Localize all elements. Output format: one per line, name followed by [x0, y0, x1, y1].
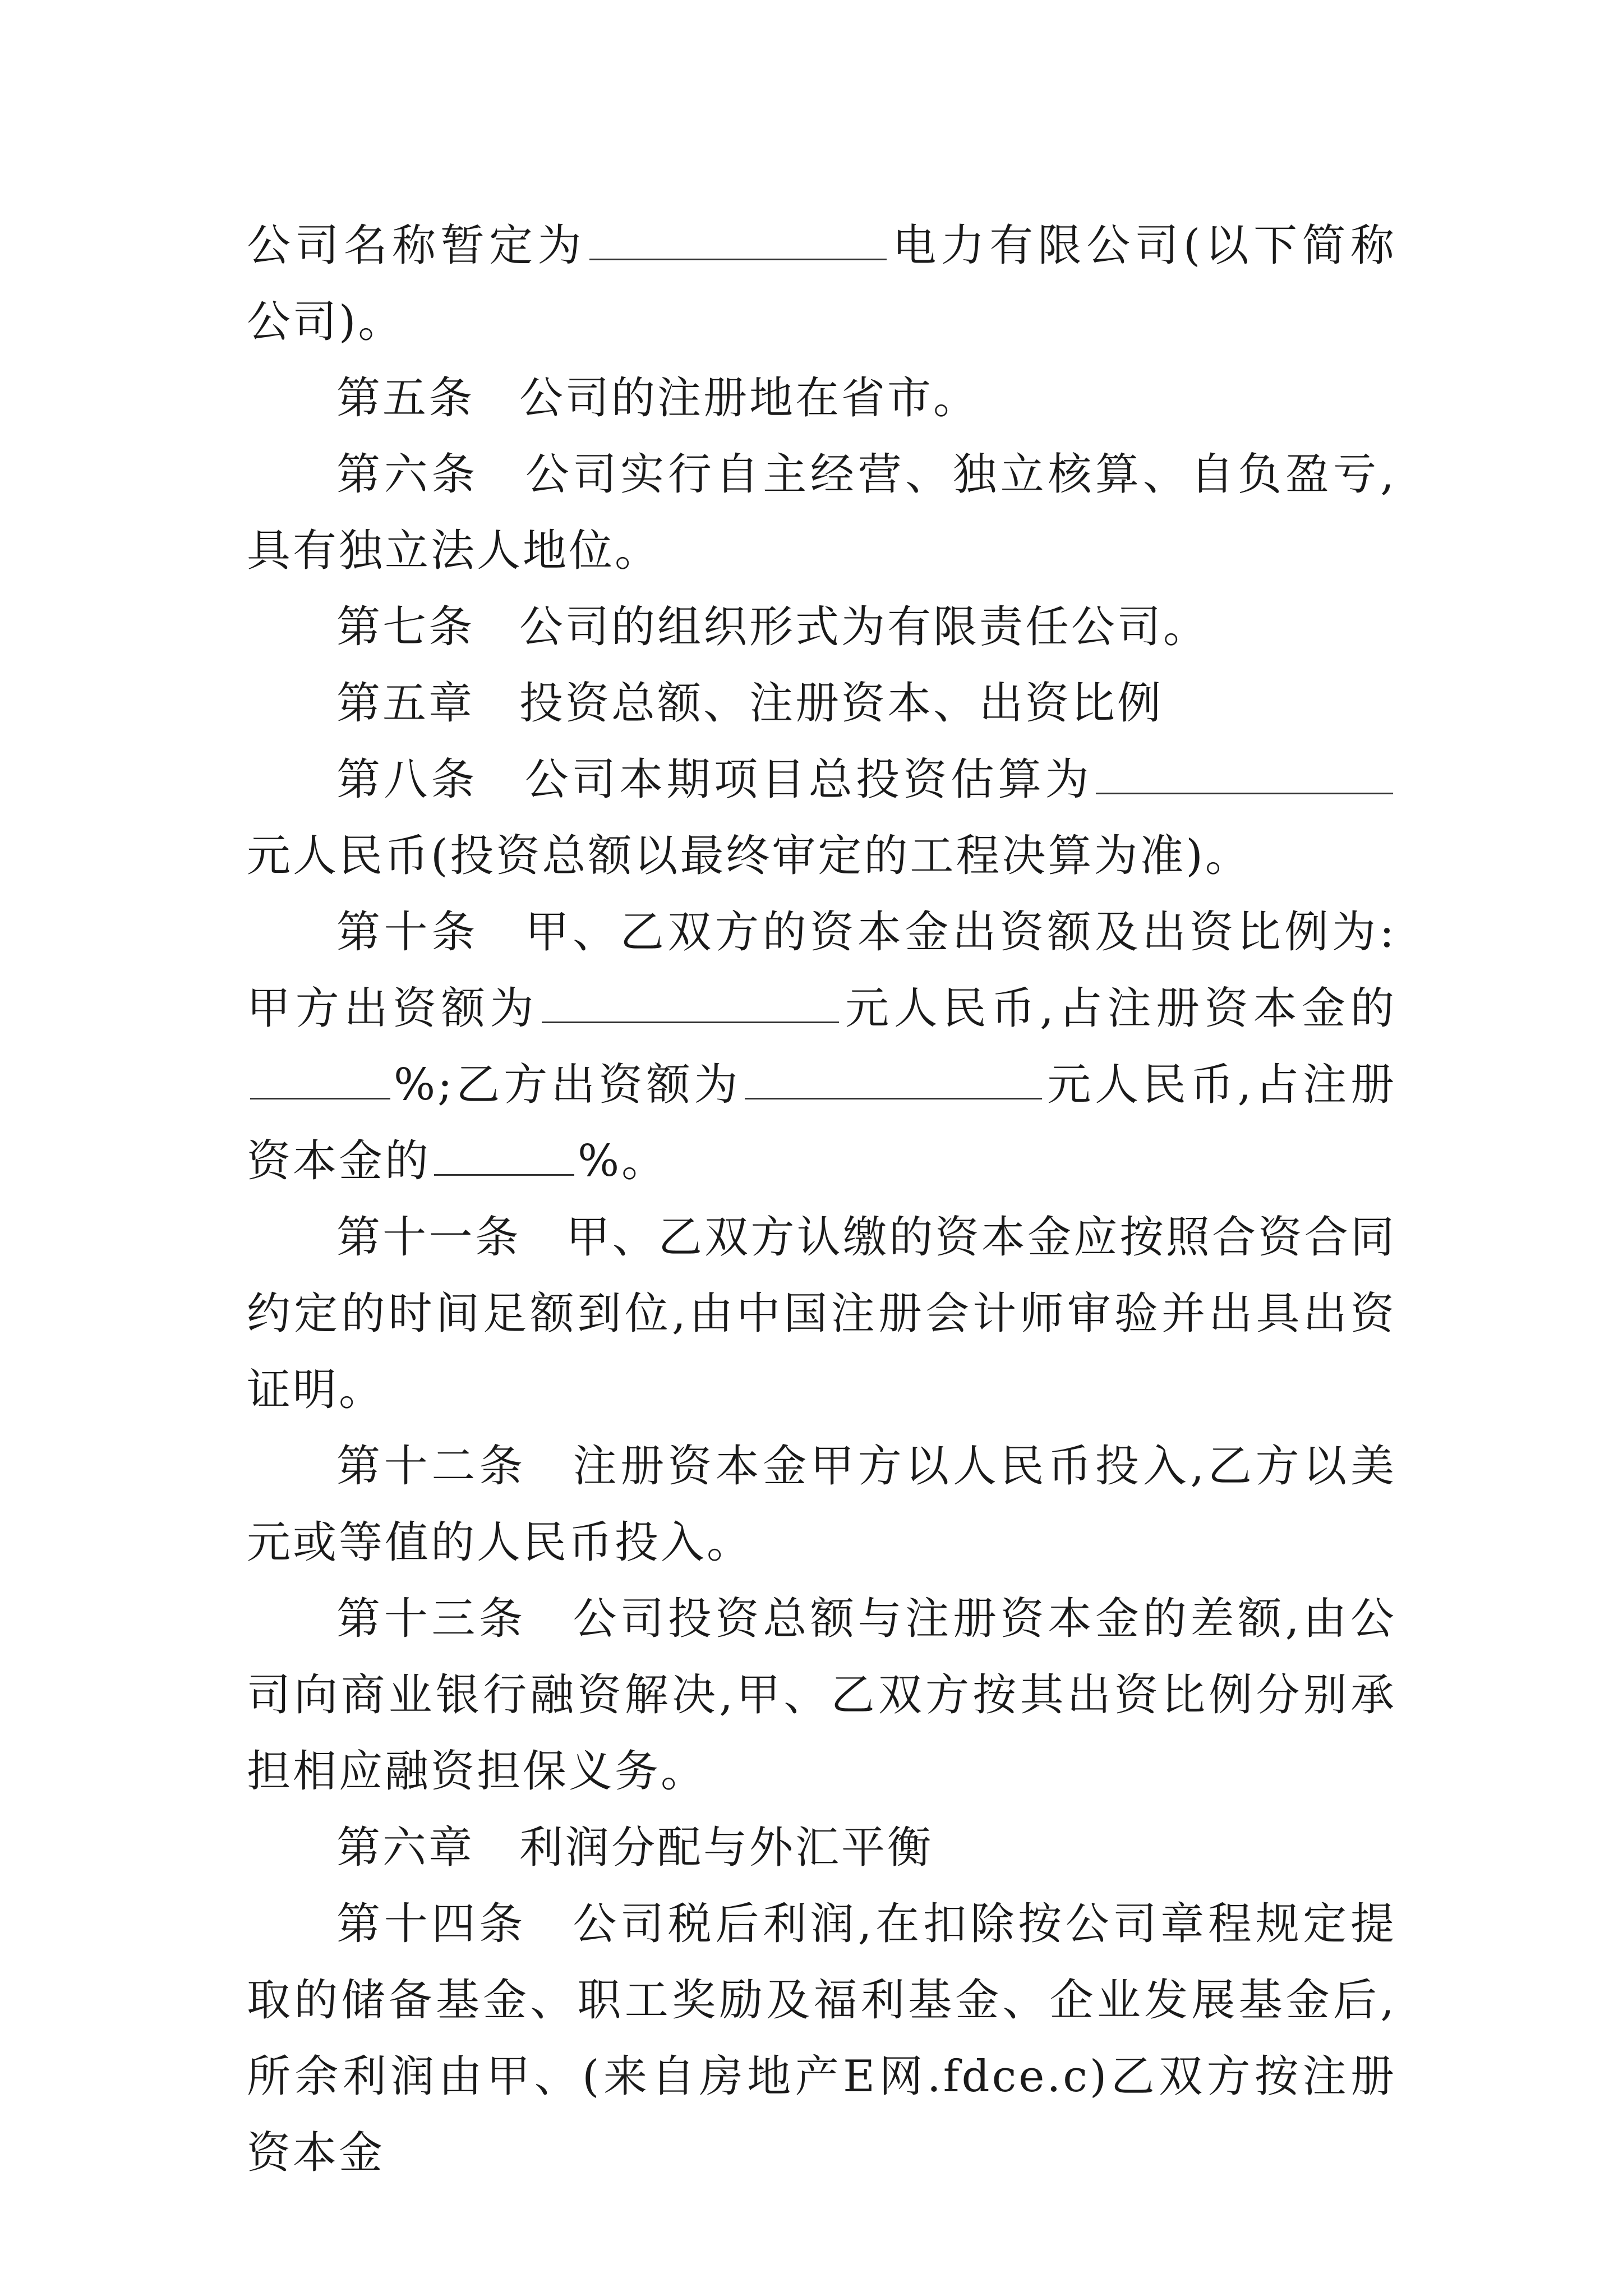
fill-in-blank: [250, 1059, 390, 1099]
text-run: 第十三条: [336, 1594, 527, 1644]
text-run: 第十二条: [336, 1441, 527, 1492]
paragraph: [247, 1810, 1396, 1886]
text-run: 公司本期项目总投资估算为: [523, 754, 1092, 805]
paragraph: [247, 589, 1396, 665]
paragraph: [247, 360, 1396, 436]
paragraph: [247, 894, 1396, 1199]
text-run: 元人民币,占注册资本金的: [842, 983, 1396, 1034]
fill-in-blank: [542, 982, 839, 1023]
paragraph: [247, 436, 1396, 589]
paragraph: [247, 208, 1396, 360]
fill-in-blank: [434, 1135, 574, 1176]
text-run: 注册资本金甲方以人民币投入,乙方以美元或等值的人民币投入。: [247, 1441, 1396, 1568]
text-run: 第六章: [336, 1823, 475, 1873]
text-run: 第五章: [336, 678, 475, 729]
text-run: 投资总额、注册资本、出资比例: [519, 678, 1164, 729]
text-run: 公司的注册地在省市。: [519, 373, 980, 424]
text-run: 利润分配与外汇平衡: [519, 1823, 934, 1873]
fill-in-blank: [1096, 753, 1393, 794]
paragraph: [247, 1886, 1396, 2191]
text-run: 第十条: [336, 907, 479, 958]
text-run: 公司的组织形式为有限责任公司。: [519, 602, 1210, 652]
paragraph: [247, 665, 1396, 742]
text-run: 电力有限公司(以下简称公司)。: [247, 220, 1396, 347]
text-run: 公司实行自主经营、独立核算、自负盈亏,具有独立法人地位。: [247, 449, 1396, 576]
text-run: 第十一条: [336, 1212, 522, 1263]
text-run: 第六条: [336, 449, 479, 500]
text-run: 甲、乙双方认缴的资本金应按照合资合同约定的时间足额到位,由中国注册会计师审验并出具出资证明。: [247, 1212, 1396, 1415]
text-run: 公司投资总额与注册资本金的差额,由公司向商业银行融资解决,甲、乙双方按其出资比例分别承担相应融资担保义务。: [247, 1594, 1396, 1797]
text-run: 第十四条: [336, 1899, 527, 1949]
fill-in-blank: [589, 219, 887, 260]
text-run: 甲、乙双方的资本金出资额及出资比例为:甲方出资额为: [247, 907, 1396, 1034]
paragraph: [247, 1581, 1396, 1810]
paragraph: [247, 1199, 1396, 1428]
document-body: [247, 208, 1396, 2191]
text-run: 第七条: [336, 602, 475, 652]
text-run: 公司名称暂定为: [247, 220, 586, 271]
text-run: %;乙方出资额为: [394, 1060, 742, 1110]
text-run: 元人民币,占注册资本金的: [247, 1060, 1396, 1186]
paragraph: [247, 742, 1396, 894]
text-run: 元人民币(投资总额以最终审定的工程决算为准)。: [247, 831, 1251, 881]
fill-in-blank: [745, 1059, 1042, 1099]
text-run: 公司税后利润,在扣除按公司章程规定提取的储备基金、职工奖励及福利基金、企业发展基金后,所余利润由甲、(来自房地产E网.fdce.c)乙双方按注册资本金: [247, 1899, 1396, 2178]
paragraph: [247, 1428, 1396, 1581]
text-run: %。: [578, 1136, 668, 1186]
text-run: 第八条: [336, 754, 479, 805]
text-run: 第五条: [336, 373, 475, 424]
